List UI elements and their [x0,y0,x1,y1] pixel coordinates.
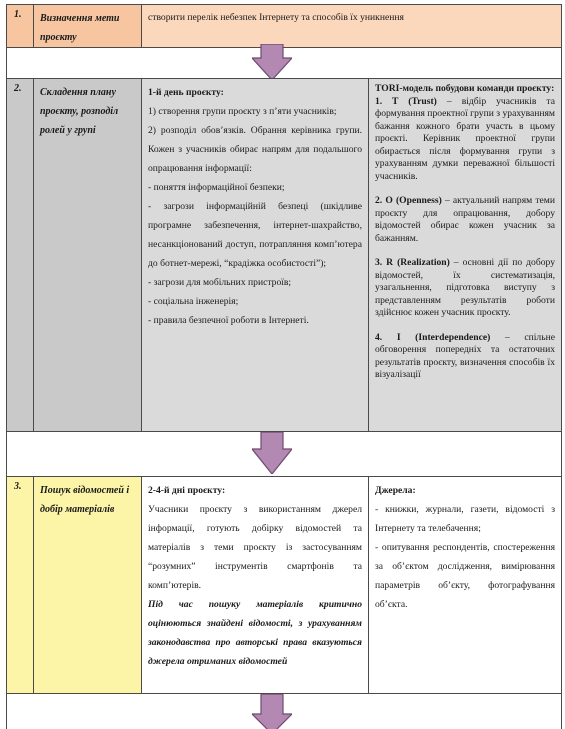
stage-description-cell [142,5,561,47]
plan-note: Під час пошуку матеріалів критично оцінюються знайдені відомості, з урахуванням законодавства про авторські права вказуються джерела отриманих відомостей [148,599,362,667]
plan-item: - поняття інформаційної безпеки; [148,182,285,193]
plan-text: Учасники проєкту з використанням джерел інформації, готують добірку відомостей та матеріалів з теми проєкту із застосуванням “розумних” інструментів смартфонів та комп’ютерів. [148,504,362,591]
stage-row-1 [6,4,562,48]
sources [369,477,561,618]
tori-item: 1. T (Trust) – відбір учасників та формування проектної групи з урахуванням бажання кожного брати участь в цьому проєкті. Керівник проектної групи обирається після формування групи з урахуванням думки переважної більшості учасників. [375,95,555,182]
tori-model [369,79,561,398]
down-arrow-icon [252,432,292,474]
sources-heading: Джерела: [375,485,416,496]
tori-heading: TORI-модель побудови команди проєкту: [375,83,555,94]
stage-title-cell [34,79,142,431]
stage-title: Визначення мети проєкту [40,13,120,43]
stage-number: 3. [14,481,22,492]
stage-number: 1. [14,9,22,20]
stage-description: створити перелік небезпек Інтернету та способів їх уникнення [148,12,404,23]
tori-item: 4. I (Interdependence) – спільне обговорення попередніх та остаточних результатів проєкту, визначення способів їх візуалізації [375,331,555,380]
source-item: - опитування респондентів, спостереження за об’єктом дослідження, вимірювання параметрів об’єкту, фотографування об’єкта. [375,542,555,610]
stage-number-cell [7,477,34,693]
down-arrow-icon [252,694,292,729]
stage-number-cell [7,79,34,431]
day-plan [142,79,368,334]
tori-item: 2. O (Openness) – актуальний напрям теми проєкту для опрацювання, добору відомостей обирає кожен учасник за бажанням. [375,195,555,244]
stage-row-3 [6,476,562,694]
stage-number-cell [7,5,34,47]
stage-title-cell [34,477,142,693]
stage-number: 2. [14,83,22,94]
plan-item: - соціальна інженерія; [148,296,239,307]
plan-item: - загрози інформаційній безпеці (шкідливе програмне забезпечення, інтернет-шахрайство, несанкціонований доступ, потрапляння комп’ютера до ботнет-мережі, “крадіжка особистості”); [148,201,362,269]
stage-title: Пошук відомостей і добір матеріалів [40,485,130,515]
plan-item: 2) розподіл обов’язків. Обрання керівника групи. Кожен з учасників обирає напрям для подальшого опрацювання інформації: [148,125,362,174]
down-arrow-icon [252,44,292,80]
plan-item: - загрози для мобільних пристроїв; [148,277,292,288]
tori-model-cell [369,79,561,431]
source-item: - книжки, журнали, газети, відомості з Інтернету та телебачення; [375,504,555,534]
day-plan-cell [142,79,369,431]
day-heading: 2-4-й дні проєкту: [148,485,226,496]
stage-title-cell [34,5,142,47]
plan-item: 1) створення групи проєкту з п’яти учасників; [148,106,337,117]
day-heading: 1-й день проєкту: [148,87,224,98]
sources-cell [369,477,561,693]
day-plan [142,477,368,675]
plan-item: - правила безпечної роботи в Інтернеті. [148,315,309,326]
stage-title: Складення плану проєкту, розподіл ролей у групі [40,87,119,136]
tori-item: 3. R (Realization) – основні дії по добору відомостей, їх систематизація, узагальнення, підготовка виступу з представленням результатів роботи здійснює кожен учасник проєкту. [375,257,555,318]
day-plan-cell [142,477,369,693]
stage-row-2 [6,78,562,432]
